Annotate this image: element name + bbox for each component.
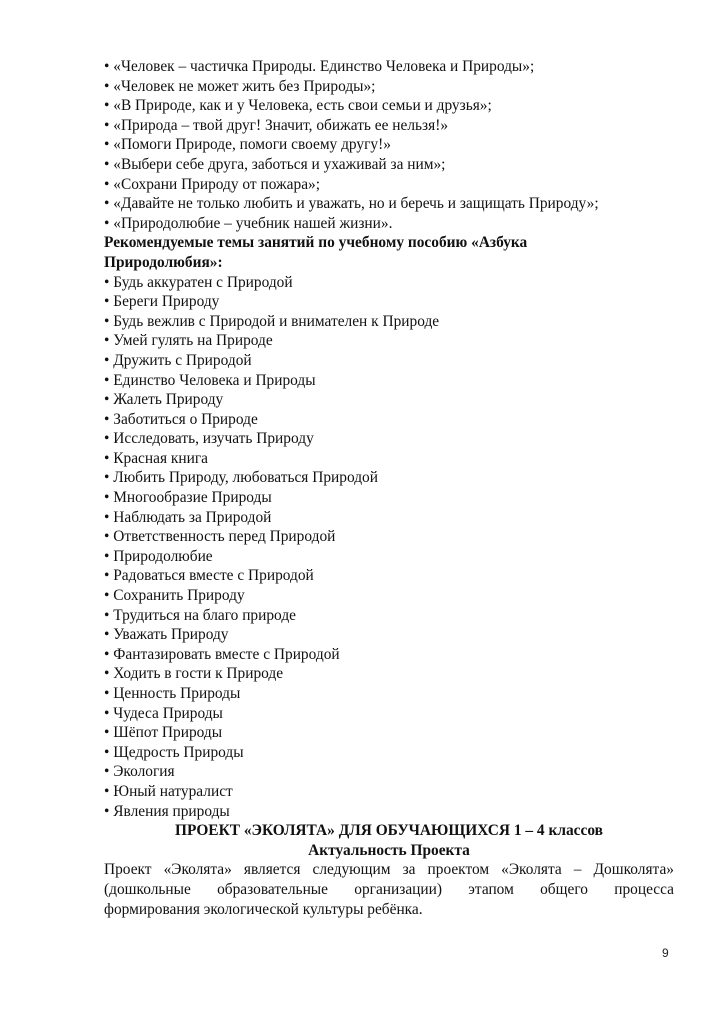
list-item: • Красная книга: [104, 449, 208, 467]
list-item: • Трудиться на благо природе: [104, 606, 296, 624]
project-title: ПРОЕКТ «ЭКОЛЯТА» ДЛЯ ОБУЧАЮЩИХСЯ 1 – 4 классов: [175, 822, 603, 840]
bullet: •: [104, 312, 110, 330]
page-number: 9: [662, 946, 669, 960]
list-item: • Ценность Природы: [104, 685, 241, 702]
bullet: •: [104, 606, 110, 624]
list-item: • Радоваться вместе с Природой: [104, 567, 314, 585]
list-item: • Умей гулять на Природе: [104, 332, 273, 350]
list-item: • «Природа – твой друг! Значит, обижать ее нельзя!»: [104, 116, 449, 134]
list-item: • Ходить в гости к Природе: [104, 665, 284, 683]
bullet: •: [104, 116, 110, 134]
list-item: • Исследовать, изучать Природу: [104, 430, 314, 448]
list-item: • Любить Природу, любоваться Природой: [104, 469, 378, 487]
bullet: •: [104, 626, 110, 644]
list-item: • Юный натуралист: [104, 782, 233, 800]
list-item: • «Помоги Природе, помоги своему другу!»: [104, 136, 391, 154]
bullet: •: [104, 449, 110, 467]
bullet: •: [104, 528, 110, 546]
topics-list: [104, 273, 674, 822]
list-item: • «Сохрани Природу от пожара»;: [104, 175, 321, 193]
bullet: •: [104, 58, 110, 75]
list-item: • Будь вежлив с Природой и внимателен к Природе: [104, 312, 440, 330]
bullet: •: [104, 508, 110, 526]
bullet: •: [104, 155, 110, 173]
paragraph-line: (дошкольные образовательные организации) этапом общего процесса: [104, 880, 674, 898]
list-item: • Заботиться о Природе: [104, 410, 258, 428]
list-item: • Будь аккуратен с Природой: [104, 273, 293, 291]
list-item: • Чудеса Природы: [104, 704, 223, 722]
bullet: •: [104, 724, 110, 742]
bullet: •: [104, 763, 110, 781]
list-item: • «Человек не может жить без Природы»;: [104, 77, 376, 95]
paragraph: [104, 860, 674, 919]
list-item: • Уважать Природу: [104, 626, 229, 644]
bullet: •: [104, 645, 110, 663]
list-item: • Фантазировать вместе с Природой: [104, 645, 340, 663]
list-item: • «В Природе, как и у Человека, есть свои семьи и друзья»;: [104, 97, 492, 115]
topics-heading: [104, 233, 674, 272]
list-item: • Наблюдать за Природой: [104, 508, 272, 526]
list-item: • «Природолюбие – учебник нашей жизни».: [104, 214, 393, 232]
bullet: •: [104, 430, 110, 448]
bullet: •: [104, 489, 110, 507]
list-item: • Многообразие Природы: [104, 489, 272, 507]
bullet: •: [104, 273, 110, 291]
bullet: •: [104, 77, 110, 95]
section-title: Актуальность Проекта: [308, 841, 470, 859]
list-item: • «Давайте не только любить и уважать, но и беречь и защищать Природу»;: [104, 195, 599, 213]
bullet: •: [104, 371, 110, 389]
bullet: •: [104, 136, 110, 154]
bullet: •: [104, 175, 110, 193]
bullet: •: [104, 567, 110, 585]
list-item: • «Выбери себе друга, заботься и ухаживай за ним»;: [104, 155, 446, 173]
bullet: •: [104, 802, 110, 820]
bullet: •: [104, 782, 110, 800]
bullet: •: [104, 704, 110, 722]
bullet: •: [104, 351, 110, 369]
list-item: • Ответственность перед Природой: [104, 528, 336, 546]
bullet: •: [104, 587, 110, 605]
list-item: • Щедрость Природы: [104, 743, 244, 761]
bullet: •: [104, 665, 110, 683]
bullet: •: [104, 332, 110, 350]
bullet: •: [104, 293, 110, 311]
bullet: •: [104, 410, 110, 428]
topics-heading-line: Природолюбия»:: [104, 253, 223, 271]
list-item: • Дружить с Природой: [104, 351, 252, 369]
topics-heading-line: Рекомендуемые темы занятий по учебному пособию «Азбука: [104, 234, 528, 252]
bullet: •: [104, 97, 110, 115]
bullet: •: [104, 547, 110, 565]
list-item: • Жалеть Природу: [104, 391, 224, 409]
list-item: • Явления природы: [104, 802, 230, 820]
bullet: •: [104, 743, 110, 761]
list-item: • Единство Человека и Природы: [104, 371, 316, 389]
list-item: • Шёпот Природы: [104, 724, 223, 742]
list-item: • Сохранить Природу: [104, 587, 245, 605]
list-item: • «Человек – частичка Природы. Единство Человека и Природы»;: [104, 58, 535, 75]
list-item: • Экология: [104, 763, 175, 781]
page-content: [104, 57, 674, 919]
bullet: •: [104, 214, 110, 232]
paragraph-line: формирования экологической культуры ребёнка.: [104, 900, 423, 918]
list-item: • Природолюбие: [104, 547, 213, 565]
bullet: •: [104, 469, 110, 487]
bullet: •: [104, 685, 110, 702]
slogan-list: [104, 57, 674, 233]
bullet: •: [104, 391, 110, 409]
list-item: • Береги Природу: [104, 293, 220, 311]
paragraph-line: Проект «Эколята» является следующим за проектом «Эколята – Дошколята»: [104, 861, 674, 879]
bullet: •: [104, 195, 110, 213]
